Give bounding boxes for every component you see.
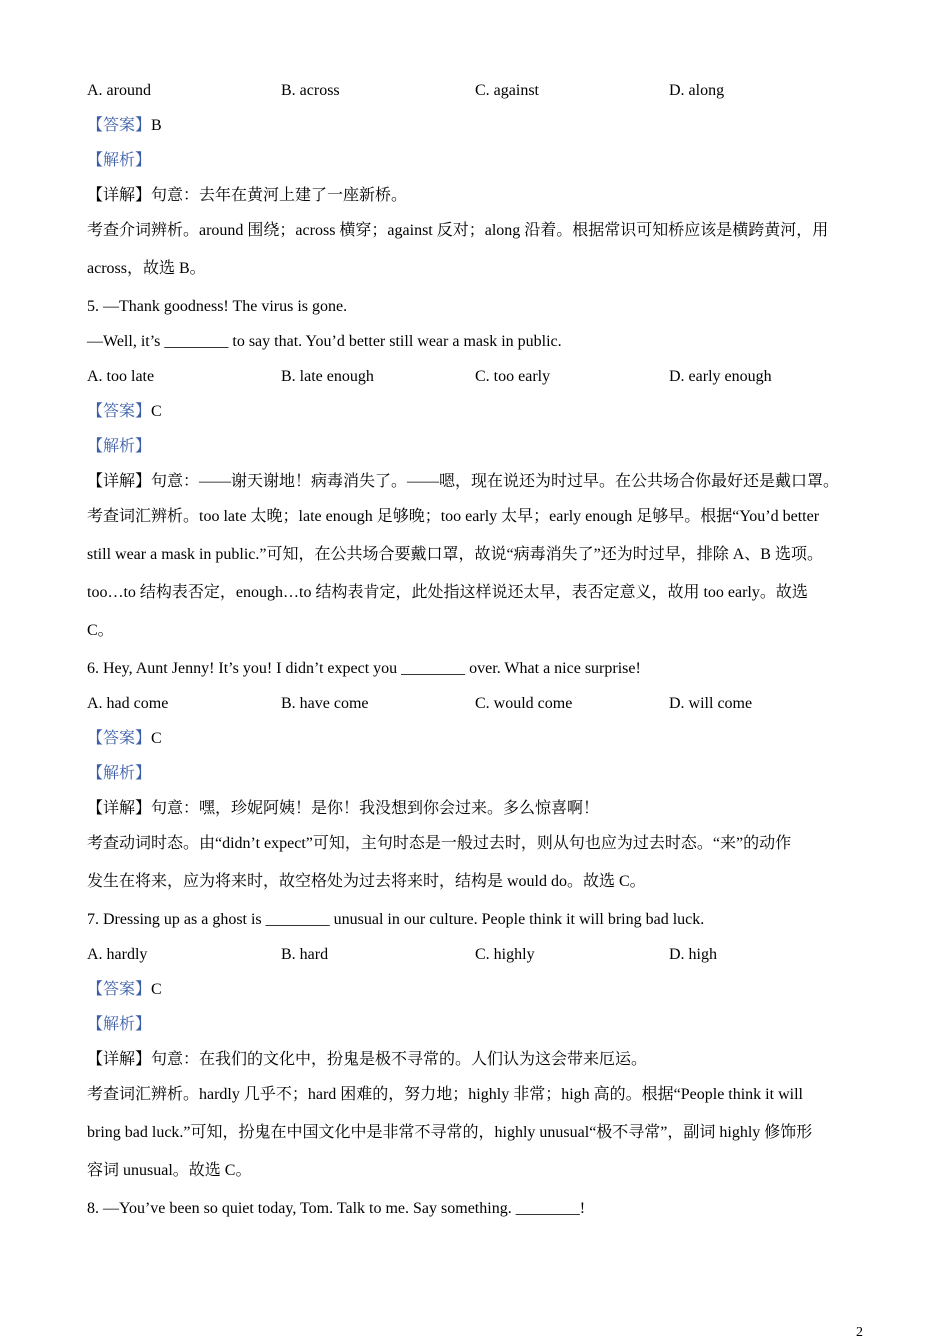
answer-tag: 【答案】	[87, 117, 152, 134]
detail-tag: 【详解】	[87, 1051, 152, 1068]
detail-text: 句意：去年在黄河上建了一座新桥。	[151, 187, 408, 204]
q8-stem-line: 8. —You’ve been so quiet today, Tom. Talk to me. Say something. ________!	[87, 1200, 586, 1217]
q4-option-c: C. against	[475, 82, 539, 99]
q5-answer	[87, 396, 877, 431]
q7-explain-line: 考查词汇辨析。hardly 几乎不；hard 困难的，努力地；highly 非常；high 高的。根据“People think it will	[87, 1086, 803, 1103]
q4-option-a: A. around	[87, 82, 151, 99]
q4-analysis-tag: 【解析】	[87, 152, 152, 169]
q5-analysis-tag: 【解析】	[87, 438, 152, 455]
q7-explain-line: bring bad luck.”可知，扮鬼在中国文化中是非常不寻常的，highly unusual“极不寻常”，副词 highly 修饰形	[87, 1124, 813, 1141]
q5-option-d: D. early enough	[669, 368, 772, 385]
q7-analysis-tag: 【解析】	[87, 1016, 152, 1033]
q5-explain-line: C。	[87, 622, 114, 639]
q4-detail	[87, 180, 877, 215]
q4-answer	[87, 110, 877, 145]
q7-option-b: B. hard	[281, 946, 329, 963]
answer-value: B	[151, 117, 162, 134]
q5-option-a: A. too late	[87, 368, 155, 385]
q6-analysis-tag: 【解析】	[87, 765, 152, 782]
detail-tag: 【详解】	[87, 473, 152, 490]
q6-detail	[87, 793, 877, 828]
answer-value: C	[151, 730, 162, 747]
answer-value: C	[151, 981, 162, 998]
q4-option-b: B. across	[281, 82, 340, 99]
q7-detail	[87, 1044, 877, 1079]
q5-explain-line: too…to 结构表否定，enough…to 结构表肯定，此处指这样说还太早，表否定意义，故用 too early。故选	[87, 584, 808, 601]
q7-option-d: D. high	[669, 946, 717, 963]
detail-text: 句意：嘿，珍妮阿姨！是你！我没想到你会过来。多么惊喜啊！	[151, 800, 600, 817]
q7-option-c: C. highly	[475, 946, 535, 963]
q5-stem-line: 5. —Thank goodness! The virus is gone.	[87, 298, 348, 315]
q7-answer	[87, 974, 877, 1009]
answer-tag: 【答案】	[87, 403, 152, 420]
q4-options	[87, 75, 877, 110]
q7-option-a: A. hardly	[87, 946, 148, 963]
document-body	[87, 75, 877, 1228]
detail-tag: 【详解】	[87, 187, 152, 204]
answer-value: C	[151, 403, 162, 420]
q6-stem-line: 6. Hey, Aunt Jenny! It’s you! I didn’t expect you ________ over. What a nice surprise!	[87, 660, 641, 677]
q4-option-d: D. along	[669, 82, 725, 99]
detail-text: 句意：在我们的文化中，扮鬼是极不寻常的。人们认为这会带来厄运。	[151, 1051, 648, 1068]
q6-option-b: B. have come	[281, 695, 369, 712]
q7-options	[87, 939, 877, 974]
q5-option-c: C. too early	[475, 368, 551, 385]
q5-detail	[87, 466, 877, 501]
q5-options	[87, 361, 877, 396]
q6-answer	[87, 723, 877, 758]
answer-tag: 【答案】	[87, 730, 152, 747]
q4-explain-line: 考查介词辨析。around 围绕；across 横穿；against 反对；along 沿着。根据常识可知桥应该是横跨黄河，用	[87, 222, 829, 239]
q7-stem-line: 7. Dressing up as a ghost is ________ unusual in our culture. People think it will bring bad luck.	[87, 911, 705, 928]
q7-explain-line: 容词 unusual。故选 C。	[87, 1162, 252, 1179]
q6-option-d: D. will come	[669, 695, 753, 712]
q4-explain-line: across，故选 B。	[87, 260, 206, 277]
q5-explain-line: 考查词汇辨析。too late 太晚；late enough 足够晚；too early 太早；early enough 足够早。根据“You’d better	[87, 508, 820, 525]
page-number: 2	[856, 1325, 863, 1340]
q5-option-b: B. late enough	[281, 368, 374, 385]
q6-explain-line: 考查动词时态。由“didn’t expect”可知，主句时态是一般过去时，则从句也应为过去时态。“来”的动作	[87, 835, 792, 852]
q6-option-c: C. would come	[475, 695, 573, 712]
q6-explain-line: 发生在将来，应为将来时，故空格处为过去将来时，结构是 would do。故选 C。	[87, 873, 646, 890]
q5-stem-line: —Well, it’s ________ to say that. You’d better still wear a mask in public.	[87, 333, 562, 350]
q6-options	[87, 688, 877, 723]
detail-text: 句意：——谢天谢地！病毒消失了。——嗯，现在说还为时过早。在公共场合你最好还是戴口罩。	[151, 473, 840, 490]
q6-option-a: A. had come	[87, 695, 169, 712]
q5-explain-line: still wear a mask in public.”可知，在公共场合要戴口罩，故说“病毒消失了”还为时过早，排除 A、B 选项。	[87, 546, 823, 563]
answer-tag: 【答案】	[87, 981, 152, 998]
detail-tag: 【详解】	[87, 800, 152, 817]
